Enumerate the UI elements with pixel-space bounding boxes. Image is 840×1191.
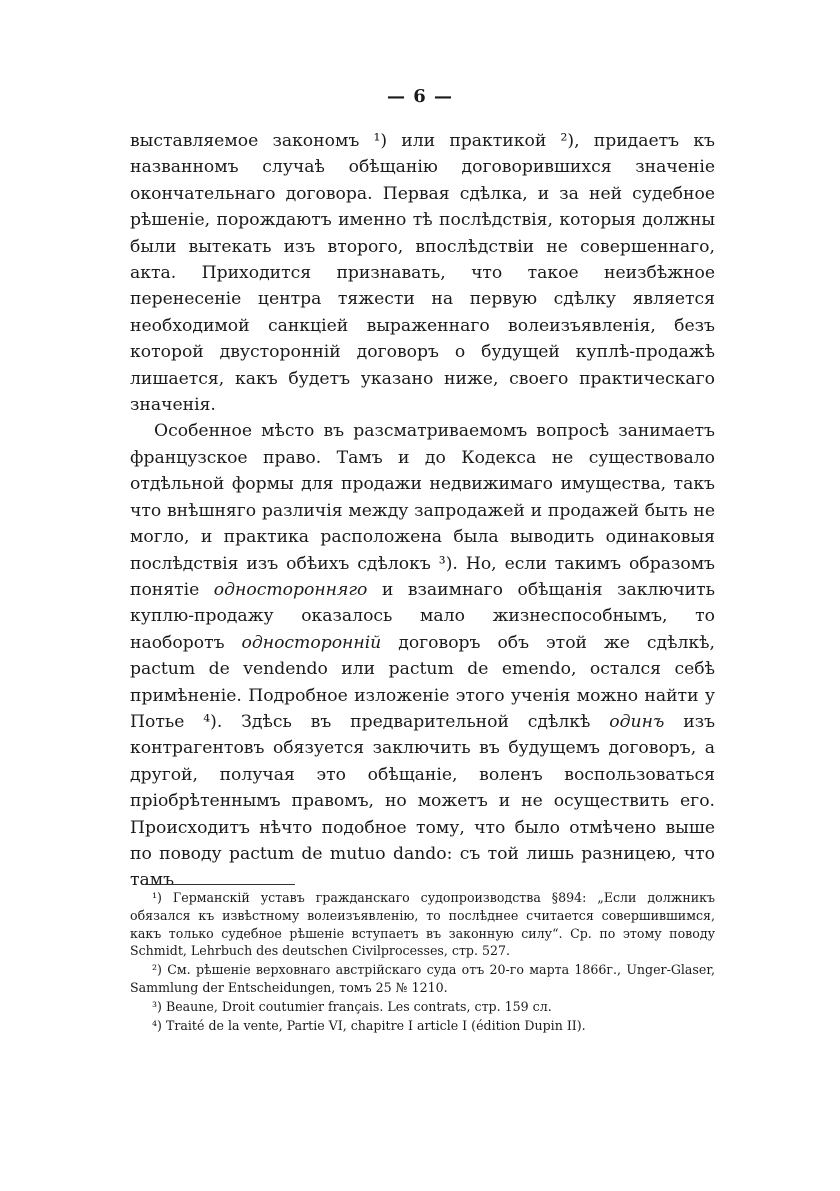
footnotes xyxy=(130,889,715,1034)
main-text xyxy=(130,128,715,894)
page-number: — 6 — xyxy=(386,86,454,107)
footnote-divider xyxy=(145,884,295,885)
footnote-2: ²) См. рѣшеніе верховнаго австрійскаго суда отъ 20-го марта 1866г., Unger-Glaser, Sammlung der Entscheidungen, томъ 25 № 1210. xyxy=(130,962,715,995)
footnote-3: ³) Beaune, Droit coutumier français. Les contrats, стр. 159 сл. xyxy=(152,998,552,1014)
footnote-1: ¹) Германскій уставъ гражданскаго судопроизводства §894: „Если должникъ обязался къ извѣстному волеизъявленію, то послѣднее считается совершившимся, какъ только судебное рѣшеніе вступаетъ въ законную силу“. Ср. по этому поводу Schmidt, Lehrbuch des deutschen Civilprocesses, стр. 527. xyxy=(130,890,715,959)
paragraph-2: Особенное мѣсто въ разсматриваемомъ вопросѣ занимаетъ французское право. Тамъ и до Кодекса не существовало отдѣльной формы для продажи недвижимаго имущества, такъ что внѣшняго различія между запродажей и продажей быть не могло, и практика расположена была выводить одинаковыя послѣдствія изъ обѣихъ сдѣлокъ ³). Но, если такимъ образомъ понятіе односторонняго и взаимнаго обѣщанія заключить куплю-продажу оказалось мало жизнеспособнымъ, то наоборотъ односторонній договоръ объ этой же сдѣлкѣ, pactum de vendendo или pactum de emendo, остался себѣ примѣненіе. Подробное изложеніе этого ученія можно найти у Потье ⁴). Здѣсь въ предварительной сдѣлкѣ одинъ изъ контрагентовъ обязуется заключить въ будущемъ договоръ, а другой, получая это обѣщаніе, воленъ воспользоваться пріобрѣтеннымъ правомъ, но можетъ и не осуществить его. Происходитъ нѣчто подобное тому, что было отмѣчено выше по поводу pactum de mutuo dando: съ той лишь разницею, что тамъ xyxy=(130,421,716,891)
footnote-4: ⁴) Traité de la vente, Partie VI, chapitre I article I (édition Dupin II). xyxy=(152,1017,586,1033)
paragraph-1: выставляемое закономъ ¹) или практикой ²), придаетъ къ названномъ случаѣ обѣщанію договорившихся значеніе окончательнаго договора. Первая сдѣлка, и за ней судебное рѣшеніе, порождаютъ именно тѣ послѣдствія, которыя должны были вытекать изъ второго, впослѣдствіи не совершеннаго, акта. Приходится признавать, что такое неизбѣжное перенесеніе центра тяжести на первую сдѣлку является необходимой санкціей выраженнаго волеизъявленія, безъ которой двусторонній договоръ о будущей куплѣ-продажѣ лишается, какъ будетъ указано ниже, своего практическаго значенія. xyxy=(130,131,715,416)
